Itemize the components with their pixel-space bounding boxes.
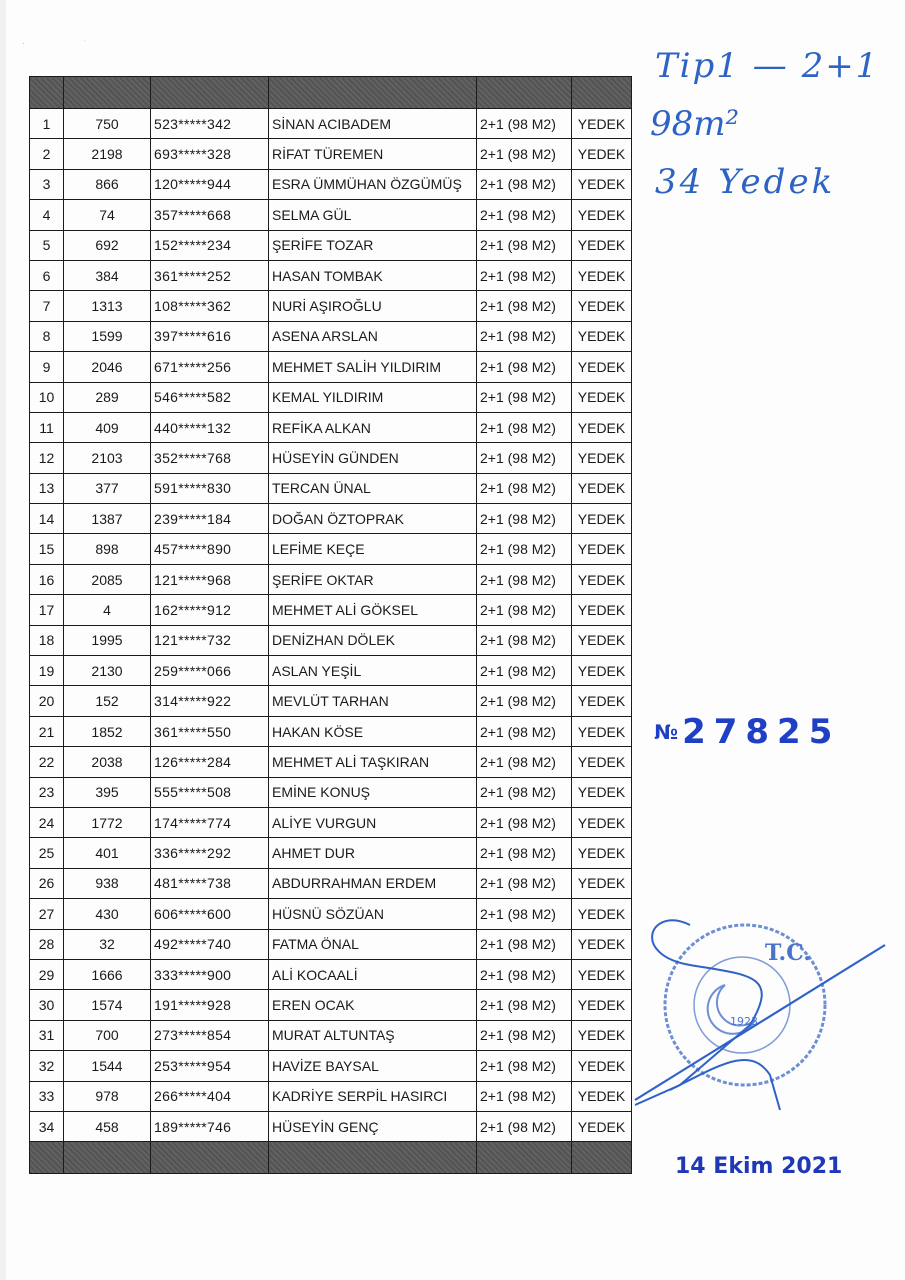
cell-num: 1995	[64, 625, 151, 655]
cell-status: YEDEK	[572, 868, 632, 898]
cell-no: 28	[30, 929, 64, 959]
cell-no: 19	[30, 656, 64, 686]
cell-num: 1313	[64, 291, 151, 321]
cell-id: 174*****774	[151, 807, 269, 837]
cell-id: 591*****830	[151, 473, 269, 503]
cell-type: 2+1 (98 M2)	[477, 990, 572, 1020]
cell-id: 152*****234	[151, 230, 269, 260]
cell-no: 6	[30, 260, 64, 290]
serial-number: 27825	[682, 712, 841, 752]
cell-type: 2+1 (98 M2)	[477, 260, 572, 290]
cell-num: 2103	[64, 443, 151, 473]
cell-name: ESRA ÜMMÜHAN ÖZGÜMÜŞ	[269, 169, 477, 199]
cell-no: 32	[30, 1051, 64, 1081]
cell-id: 333*****900	[151, 959, 269, 989]
cell-type: 2+1 (98 M2)	[477, 716, 572, 746]
cell-num: 938	[64, 868, 151, 898]
table-row	[30, 777, 632, 807]
cell-type: 2+1 (98 M2)	[477, 899, 572, 929]
cell-name: ŞERİFE TOZAR	[269, 230, 477, 260]
cell-no: 17	[30, 595, 64, 625]
cell-name: REFİKA ALKAN	[269, 412, 477, 442]
cell-id: 108*****362	[151, 291, 269, 321]
cell-status: YEDEK	[572, 959, 632, 989]
table-row	[30, 1051, 632, 1081]
cell-status: YEDEK	[572, 534, 632, 564]
cell-num: 750	[64, 109, 151, 139]
cell-status: YEDEK	[572, 656, 632, 686]
table-row	[30, 412, 632, 442]
cell-num: 430	[64, 899, 151, 929]
cell-status: YEDEK	[572, 200, 632, 230]
table-row	[30, 473, 632, 503]
cell-id: 440*****132	[151, 412, 269, 442]
cell-id: 273*****854	[151, 1020, 269, 1050]
cell-id: 555*****508	[151, 777, 269, 807]
table-row	[30, 959, 632, 989]
cell-status: YEDEK	[572, 1111, 632, 1141]
cell-type: 2+1 (98 M2)	[477, 473, 572, 503]
cell-name: HÜSNÜ SÖZÜAN	[269, 899, 477, 929]
cell-id: 191*****928	[151, 990, 269, 1020]
cell-num: 409	[64, 412, 151, 442]
cell-no: 20	[30, 686, 64, 716]
cell-status: YEDEK	[572, 382, 632, 412]
cell-name: TERCAN ÜNAL	[269, 473, 477, 503]
cell-num: 866	[64, 169, 151, 199]
cell-type: 2+1 (98 M2)	[477, 321, 572, 351]
cell-id: 546*****582	[151, 382, 269, 412]
date-stamp	[675, 1154, 842, 1179]
scan-specks: · ˈ	[22, 38, 115, 48]
cell-status: YEDEK	[572, 747, 632, 777]
cell-no: 2	[30, 139, 64, 169]
cell-type: 2+1 (98 M2)	[477, 504, 572, 534]
cell-id: 266*****404	[151, 1081, 269, 1111]
table-row	[30, 169, 632, 199]
cell-no: 22	[30, 747, 64, 777]
cell-status: YEDEK	[572, 838, 632, 868]
svg-text:T.C.: T.C.	[765, 940, 811, 966]
table-row	[30, 504, 632, 534]
cell-no: 13	[30, 473, 64, 503]
cell-type: 2+1 (98 M2)	[477, 656, 572, 686]
table-row	[30, 139, 632, 169]
cell-no: 1	[30, 109, 64, 139]
table-row	[30, 443, 632, 473]
cell-id: 259*****066	[151, 656, 269, 686]
cell-id: 492*****740	[151, 929, 269, 959]
table-row	[30, 807, 632, 837]
table-row	[30, 838, 632, 868]
table-row	[30, 564, 632, 594]
cell-no: 29	[30, 959, 64, 989]
cell-num: 898	[64, 534, 151, 564]
cell-id: 126*****284	[151, 747, 269, 777]
cell-name: AHMET DUR	[269, 838, 477, 868]
cell-id: 121*****968	[151, 564, 269, 594]
cell-no: 8	[30, 321, 64, 351]
cell-id: 120*****944	[151, 169, 269, 199]
cell-name: HÜSEYİN GENÇ	[269, 1111, 477, 1141]
table-row	[30, 625, 632, 655]
table-row	[30, 200, 632, 230]
cell-id: 397*****616	[151, 321, 269, 351]
cell-status: YEDEK	[572, 230, 632, 260]
date-month: Ekim	[713, 1154, 774, 1179]
cell-status: YEDEK	[572, 109, 632, 139]
header-cell	[64, 77, 151, 109]
cell-type: 2+1 (98 M2)	[477, 1081, 572, 1111]
cell-num: 1599	[64, 321, 151, 351]
cell-type: 2+1 (98 M2)	[477, 868, 572, 898]
cell-id: 357*****668	[151, 200, 269, 230]
table-row	[30, 990, 632, 1020]
cell-name: MEHMET ALİ TAŞKIRAN	[269, 747, 477, 777]
cell-num: 74	[64, 200, 151, 230]
cell-num: 2198	[64, 139, 151, 169]
cell-name: DOĞAN ÖZTOPRAK	[269, 504, 477, 534]
cell-num: 2038	[64, 747, 151, 777]
cell-id: 253*****954	[151, 1051, 269, 1081]
cell-type: 2+1 (98 M2)	[477, 564, 572, 594]
cell-type: 2+1 (98 M2)	[477, 534, 572, 564]
cell-name: EMİNE KONUŞ	[269, 777, 477, 807]
cell-no: 9	[30, 352, 64, 382]
cell-name: EREN OCAK	[269, 990, 477, 1020]
date-year: 2021	[781, 1154, 843, 1179]
cell-num: 1387	[64, 504, 151, 534]
cell-num: 395	[64, 777, 151, 807]
cell-status: YEDEK	[572, 564, 632, 594]
cell-status: YEDEK	[572, 625, 632, 655]
cell-status: YEDEK	[572, 929, 632, 959]
cell-name: HAVİZE BAYSAL	[269, 1051, 477, 1081]
table-row	[30, 595, 632, 625]
cell-type: 2+1 (98 M2)	[477, 230, 572, 260]
footer-cell	[151, 1142, 269, 1174]
handwritten-note-type: Tip1 — 2+1	[655, 46, 880, 86]
cell-num: 2130	[64, 656, 151, 686]
header-cell	[30, 77, 64, 109]
cell-no: 12	[30, 443, 64, 473]
cell-no: 30	[30, 990, 64, 1020]
cell-id: 361*****252	[151, 260, 269, 290]
table-row	[30, 382, 632, 412]
cell-name: MEHMET SALİH YILDIRIM	[269, 352, 477, 382]
cell-status: YEDEK	[572, 291, 632, 321]
cell-status: YEDEK	[572, 1020, 632, 1050]
cell-no: 31	[30, 1020, 64, 1050]
cell-name: HASAN TOMBAK	[269, 260, 477, 290]
header-cell	[269, 77, 477, 109]
cell-id: 457*****890	[151, 534, 269, 564]
cell-type: 2+1 (98 M2)	[477, 1111, 572, 1141]
cell-no: 24	[30, 807, 64, 837]
table-row	[30, 291, 632, 321]
footer-cell	[572, 1142, 632, 1174]
cell-num: 700	[64, 1020, 151, 1050]
cell-num: 152	[64, 686, 151, 716]
reserve-list-table	[29, 76, 632, 1174]
cell-type: 2+1 (98 M2)	[477, 291, 572, 321]
svg-text:1923: 1923	[730, 1015, 758, 1028]
cell-status: YEDEK	[572, 1081, 632, 1111]
header-cell	[572, 77, 632, 109]
table-row	[30, 686, 632, 716]
footer-cell	[64, 1142, 151, 1174]
cell-no: 3	[30, 169, 64, 199]
cell-no: 16	[30, 564, 64, 594]
cell-no: 26	[30, 868, 64, 898]
table-row	[30, 899, 632, 929]
cell-num: 377	[64, 473, 151, 503]
cell-id: 162*****912	[151, 595, 269, 625]
cell-status: YEDEK	[572, 412, 632, 442]
cell-id: 121*****732	[151, 625, 269, 655]
cell-name: ASENA ARSLAN	[269, 321, 477, 351]
cell-num: 4	[64, 595, 151, 625]
header-cell	[151, 77, 269, 109]
cell-name: HAKAN KÖSE	[269, 716, 477, 746]
cell-name: FATMA ÖNAL	[269, 929, 477, 959]
cell-no: 7	[30, 291, 64, 321]
cell-type: 2+1 (98 M2)	[477, 838, 572, 868]
cell-num: 2085	[64, 564, 151, 594]
numero-sign: №	[654, 720, 679, 744]
table-row	[30, 230, 632, 260]
cell-status: YEDEK	[572, 777, 632, 807]
table-row	[30, 534, 632, 564]
cell-id: 671*****256	[151, 352, 269, 382]
cell-no: 4	[30, 200, 64, 230]
table-row	[30, 868, 632, 898]
cell-no: 15	[30, 534, 64, 564]
date-day: 14	[675, 1154, 706, 1179]
cell-type: 2+1 (98 M2)	[477, 139, 572, 169]
cell-status: YEDEK	[572, 504, 632, 534]
cell-no: 14	[30, 504, 64, 534]
cell-type: 2+1 (98 M2)	[477, 807, 572, 837]
cell-id: 361*****550	[151, 716, 269, 746]
table-header-row	[30, 77, 632, 109]
handwritten-note-count: 34 Yedek	[655, 162, 836, 202]
cell-type: 2+1 (98 M2)	[477, 1051, 572, 1081]
cell-type: 2+1 (98 M2)	[477, 169, 572, 199]
cell-type: 2+1 (98 M2)	[477, 625, 572, 655]
table-row	[30, 716, 632, 746]
cell-id: 693*****328	[151, 139, 269, 169]
cell-no: 25	[30, 838, 64, 868]
cell-name: NURİ AŞIROĞLU	[269, 291, 477, 321]
header-cell	[477, 77, 572, 109]
cell-num: 458	[64, 1111, 151, 1141]
cell-type: 2+1 (98 M2)	[477, 109, 572, 139]
cell-num: 1772	[64, 807, 151, 837]
cell-name: KADRİYE SERPİL HASIRCI	[269, 1081, 477, 1111]
cell-status: YEDEK	[572, 595, 632, 625]
table-row	[30, 747, 632, 777]
cell-name: ŞERİFE OKTAR	[269, 564, 477, 594]
cell-status: YEDEK	[572, 716, 632, 746]
cell-status: YEDEK	[572, 443, 632, 473]
cell-type: 2+1 (98 M2)	[477, 382, 572, 412]
cell-type: 2+1 (98 M2)	[477, 412, 572, 442]
cell-no: 10	[30, 382, 64, 412]
cell-name: KEMAL YILDIRIM	[269, 382, 477, 412]
cell-num: 32	[64, 929, 151, 959]
cell-id: 314*****922	[151, 686, 269, 716]
handwritten-note-area: 98m²	[650, 104, 740, 144]
cell-status: YEDEK	[572, 807, 632, 837]
cell-status: YEDEK	[572, 899, 632, 929]
cell-type: 2+1 (98 M2)	[477, 595, 572, 625]
cell-no: 18	[30, 625, 64, 655]
cell-type: 2+1 (98 M2)	[477, 777, 572, 807]
footer-cell	[269, 1142, 477, 1174]
cell-type: 2+1 (98 M2)	[477, 959, 572, 989]
cell-name: LEFİME KEÇE	[269, 534, 477, 564]
cell-no: 11	[30, 412, 64, 442]
cell-num: 384	[64, 260, 151, 290]
table-row	[30, 352, 632, 382]
cell-type: 2+1 (98 M2)	[477, 1020, 572, 1050]
cell-status: YEDEK	[572, 260, 632, 290]
cell-id: 523*****342	[151, 109, 269, 139]
cell-status: YEDEK	[572, 686, 632, 716]
cell-id: 189*****746	[151, 1111, 269, 1141]
cell-num: 1666	[64, 959, 151, 989]
cell-status: YEDEK	[572, 169, 632, 199]
official-seal-icon	[630, 895, 900, 1115]
cell-name: MURAT ALTUNTAŞ	[269, 1020, 477, 1050]
footer-cell	[30, 1142, 64, 1174]
cell-no: 5	[30, 230, 64, 260]
table-row	[30, 260, 632, 290]
cell-name: HÜSEYİN GÜNDEN	[269, 443, 477, 473]
cell-no: 27	[30, 899, 64, 929]
cell-name: ALİYE VURGUN	[269, 807, 477, 837]
cell-num: 289	[64, 382, 151, 412]
cell-name: MEHMET ALİ GÖKSEL	[269, 595, 477, 625]
table-row	[30, 321, 632, 351]
cell-name: DENİZHAN DÖLEK	[269, 625, 477, 655]
cell-no: 34	[30, 1111, 64, 1141]
cell-name: ALİ KOCAALİ	[269, 959, 477, 989]
cell-no: 33	[30, 1081, 64, 1111]
cell-num: 401	[64, 838, 151, 868]
cell-status: YEDEK	[572, 352, 632, 382]
cell-status: YEDEK	[572, 1051, 632, 1081]
cell-num: 692	[64, 230, 151, 260]
cell-id: 336*****292	[151, 838, 269, 868]
cell-status: YEDEK	[572, 990, 632, 1020]
cell-no: 21	[30, 716, 64, 746]
cell-type: 2+1 (98 M2)	[477, 443, 572, 473]
cell-id: 481*****738	[151, 868, 269, 898]
cell-name: SİNAN ACIBADEM	[269, 109, 477, 139]
table-footer-row	[30, 1142, 632, 1174]
cell-status: YEDEK	[572, 139, 632, 169]
cell-status: YEDEK	[572, 473, 632, 503]
cell-name: ASLAN YEŞİL	[269, 656, 477, 686]
cell-num: 978	[64, 1081, 151, 1111]
cell-type: 2+1 (98 M2)	[477, 686, 572, 716]
table-row	[30, 1020, 632, 1050]
cell-name: ABDURRAHMAN ERDEM	[269, 868, 477, 898]
cell-name: MEVLÜT TARHAN	[269, 686, 477, 716]
table-row	[30, 656, 632, 686]
cell-id: 239*****184	[151, 504, 269, 534]
cell-num: 1574	[64, 990, 151, 1020]
cell-name: RİFAT TÜREMEN	[269, 139, 477, 169]
cell-id: 352*****768	[151, 443, 269, 473]
table-body	[30, 77, 632, 1174]
cell-num: 2046	[64, 352, 151, 382]
table-row	[30, 109, 632, 139]
cell-type: 2+1 (98 M2)	[477, 747, 572, 777]
cell-id: 606*****600	[151, 899, 269, 929]
table-row	[30, 1081, 632, 1111]
table-row	[30, 929, 632, 959]
cell-status: YEDEK	[572, 321, 632, 351]
table-row	[30, 1111, 632, 1141]
cell-name: SELMA GÜL	[269, 200, 477, 230]
cell-num: 1544	[64, 1051, 151, 1081]
serial-number-stamp	[654, 712, 840, 752]
cell-type: 2+1 (98 M2)	[477, 929, 572, 959]
page-edge	[0, 0, 6, 1280]
cell-num: 1852	[64, 716, 151, 746]
footer-cell	[477, 1142, 572, 1174]
cell-type: 2+1 (98 M2)	[477, 352, 572, 382]
cell-no: 23	[30, 777, 64, 807]
cell-type: 2+1 (98 M2)	[477, 200, 572, 230]
